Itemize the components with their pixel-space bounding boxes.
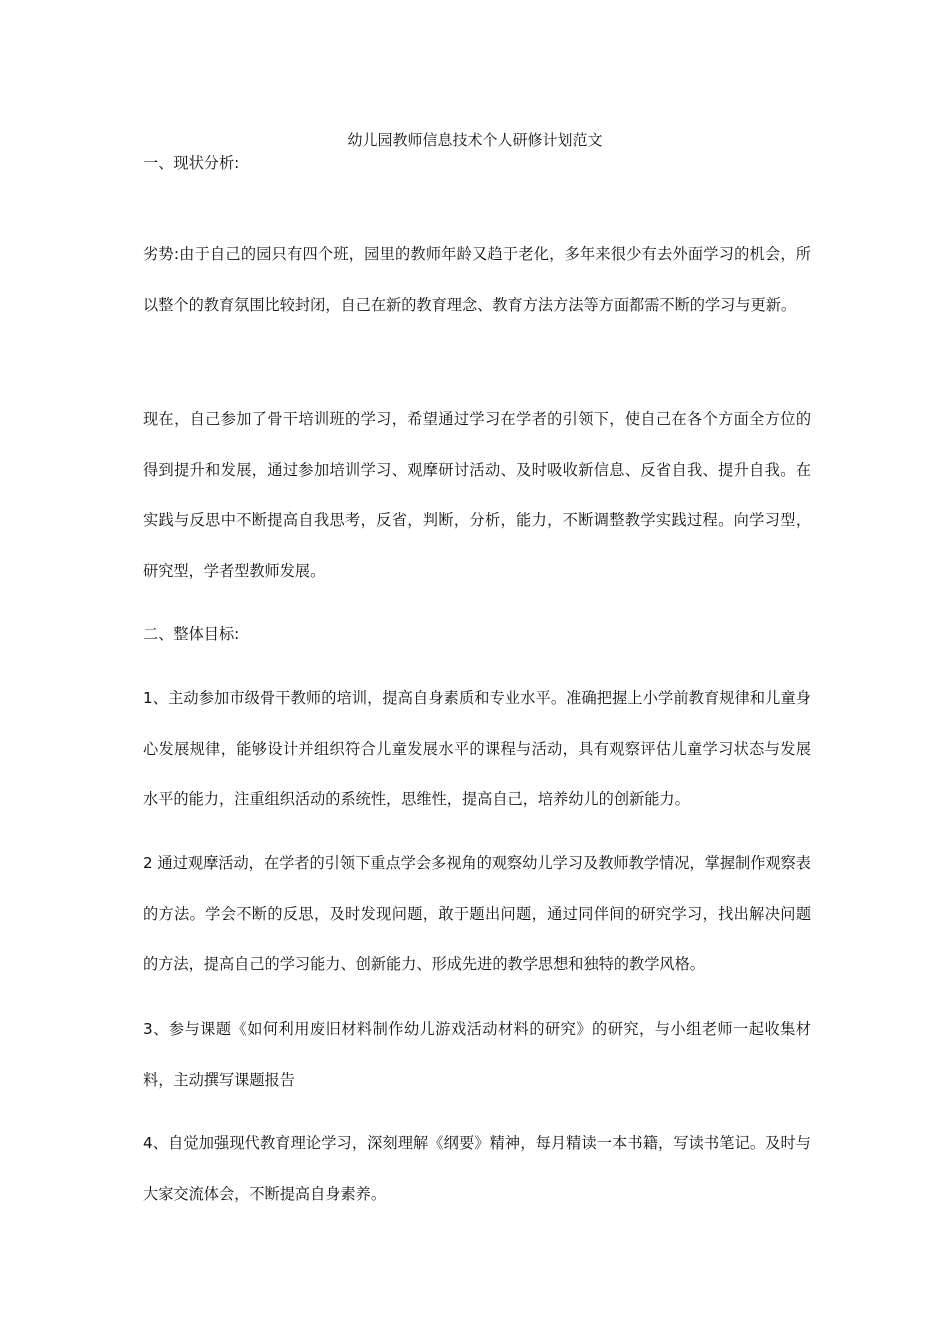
goal-item-4: 4、自觉加强现代教育理论学习，深刻理解《纲要》精神，每月精读一本书籍，写读书笔记。及时与大家交流体会，不断提高自身素养。	[143, 1134, 811, 1203]
section-heading-status-analysis: 一、现状分析:	[143, 154, 240, 172]
goal-item-2: 2 通过观摩活动，在学者的引领下重点学会多视角的观察幼儿学习及教师教学情况，掌握制作观察表的方法。学会不断的反思，及时发现问题，敢于题出问题，通过同伴间的研究学习，找出解决问题的方法，提高自己的学习能力、创新能力、形成先进的教学思想和独特的教学风格。	[143, 854, 811, 973]
document-title: 幼儿园教师信息技术个人研修计划范文	[347, 131, 603, 149]
paragraph-current-situation: 现在，自己参加了骨干培训班的学习，希望通过学习在学者的引领下，使自己在各个方面全方位的得到提升和发展，通过参加培训学习、观摩研讨活动、及时吸收新信息、反省自我、提升自我。在实践与反思中不断提高自我思考，反省，判断，分析，能力，不断调整教学实践过程。向学习型，研究型，学者型教师发展。	[143, 410, 811, 580]
paragraph-disadvantages: 劣势:由于自己的园只有四个班，园里的教师年龄又趋于老化，多年来很少有去外面学习的机会，所以整个的教育氛围比较封闭，自己在新的教育理念、教育方法方法等方面都需不断的学习与更新。	[143, 245, 811, 314]
section-heading-overall-goals: 二、整体目标:	[143, 625, 240, 643]
goal-item-3: 3、参与课题《如何利用废旧材料制作幼儿游戏活动材料的研究》的研究，与小组老师一起收集材料，主动撰写课题报告	[143, 1020, 811, 1089]
goal-item-1: 1、主动参加市级骨干教师的培训，提高自身素质和专业水平。准确把握上小学前教育规律和儿童身心发展规律，能够设计并组织符合儿童发展水平的课程与活动，具有观察评估儿童学习状态与发展水平的能力，注重组织活动的系统性，思维性，提高自己，培养幼儿的创新能力。	[143, 689, 811, 808]
